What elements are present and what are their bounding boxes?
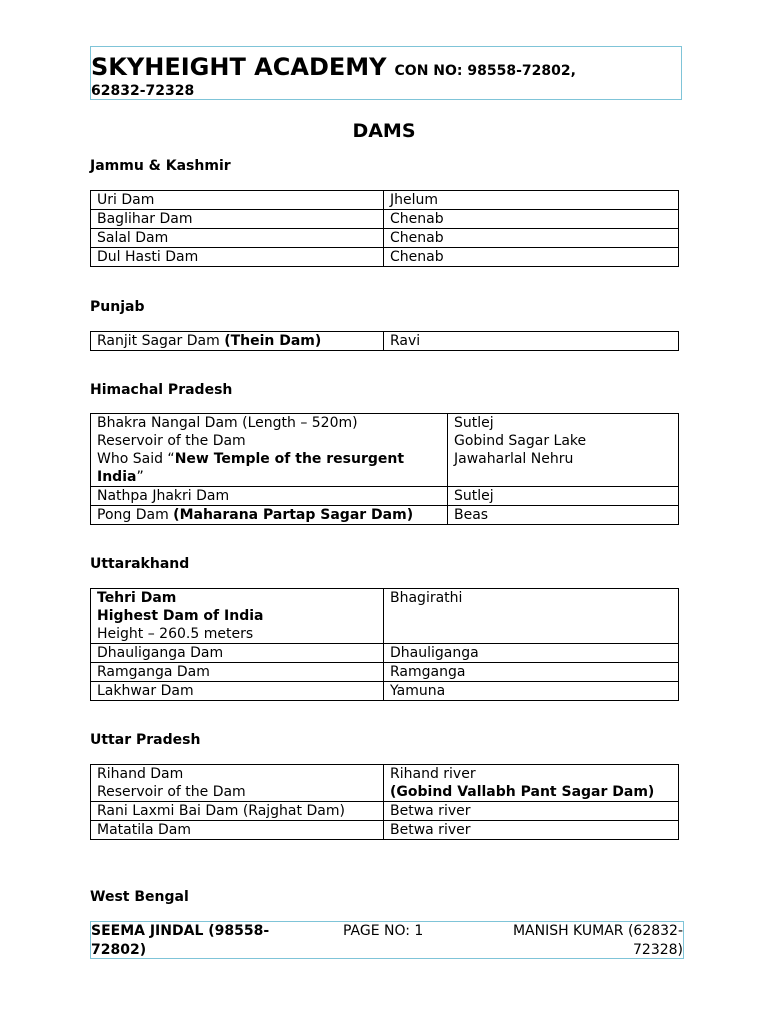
reservoir-name: Gobind Sagar Lake [454,433,587,449]
footer-right-contact: MANISH KUMAR (62832-72328) [512,923,683,958]
contact-numbers: CON NO: 98558-72802, [394,63,576,79]
footer-left-contact: SEEMA JINDAL (98558-72802) [91,923,270,958]
table-row [91,765,679,802]
rihand-name: Rihand Dam [97,766,184,782]
river-cell: Sutlej [448,487,679,506]
section-heading-jk: Jammu & Kashmir [90,158,231,174]
dam-cell: Lakhwar Dam [91,682,384,701]
table-row [91,487,679,506]
quote-line [97,450,441,486]
table-row [91,332,679,351]
river-cell: Bhagirathi [384,589,679,644]
table-punjab [90,331,679,351]
river-line: Sutlej [454,415,494,431]
river-cell: Chenab [384,210,679,229]
table-row [91,589,679,644]
reservoir-name: (Gobind Vallabh Pant Sagar Dam) [390,784,655,800]
dam-cell [91,765,384,802]
tehri-name: Tehri Dam [97,590,177,606]
river-cell: Yamuna [384,682,679,701]
table-row [91,802,679,821]
river-cell: Jhelum [384,191,679,210]
dam-cell [91,332,384,351]
river-cell [448,414,679,487]
section-heading-wb: West Bengal [90,889,189,905]
dam-name: Ranjit Sagar Dam [97,333,220,349]
dam-cell [91,414,448,487]
table-row [91,210,679,229]
header-box [90,46,682,100]
table-row [91,191,679,210]
dam-cell: Salal Dam [91,229,384,248]
river-cell: Dhauliganga [384,644,679,663]
dam-cell: Rani Laxmi Bai Dam (Rajghat Dam) [91,802,384,821]
quote-text: New Temple of the resurgent India [97,451,405,485]
table-row [91,663,679,682]
table-row [91,821,679,840]
river-cell: Betwa river [384,821,679,840]
table-uk [90,588,679,701]
dam-cell: Dhauliganga Dam [91,644,384,663]
river-cell: Betwa river [384,802,679,821]
section-heading-punjab: Punjab [90,299,145,315]
river-cell: Chenab [384,229,679,248]
header-title-line [91,53,576,81]
table-row [91,248,679,267]
table-hp [90,413,679,525]
table-row [91,682,679,701]
table-up [90,764,679,840]
bhakra-line: Bhakra Nangal Dam (Length – 520m) [97,415,358,431]
dam-cell [91,506,448,525]
reservoir-line: Reservoir of the Dam [97,433,246,449]
page-title: DAMS [352,120,416,142]
section-heading-uk: Uttarakhand [90,556,190,572]
section-heading-up: Uttar Pradesh [90,732,201,748]
table-row [91,506,679,525]
dam-cell: Nathpa Jhakri Dam [91,487,448,506]
dam-cell [91,589,384,644]
contact-numbers-continued: 62832-72328 [91,83,195,99]
dam-cell: Baglihar Dam [91,210,384,229]
river-cell: Ravi [384,332,679,351]
river-cell: Beas [448,506,679,525]
dam-cell: Uri Dam [91,191,384,210]
section-heading-hp: Himachal Pradesh [90,382,233,398]
footer-box [90,921,684,959]
quote-author: Jawaharlal Nehru [454,451,574,467]
river-cell [384,765,679,802]
dam-alias: (Thein Dam) [224,333,322,349]
river-cell: Ramganga [384,663,679,682]
dam-name: Pong Dam [97,507,169,523]
tehri-note: Highest Dam of India [97,608,264,624]
table-row [91,644,679,663]
dam-alias: (Maharana Partap Sagar Dam) [173,507,414,523]
table-row [91,414,679,487]
river-line: Rihand river [390,766,476,782]
tehri-height: Height – 260.5 meters [97,626,254,642]
dam-cell: Dul Hasti Dam [91,248,384,267]
dam-cell: Ramganga Dam [91,663,384,682]
academy-name: SKYHEIGHT ACADEMY [91,53,387,81]
reservoir-line: Reservoir of the Dam [97,784,246,800]
quote-suffix: ” [136,469,144,485]
table-jk [90,190,679,267]
river-cell: Chenab [384,248,679,267]
table-row [91,229,679,248]
page-number: PAGE NO: 1 [343,923,424,939]
quote-prefix: Who Said “ [97,451,175,467]
dam-cell: Matatila Dam [91,821,384,840]
